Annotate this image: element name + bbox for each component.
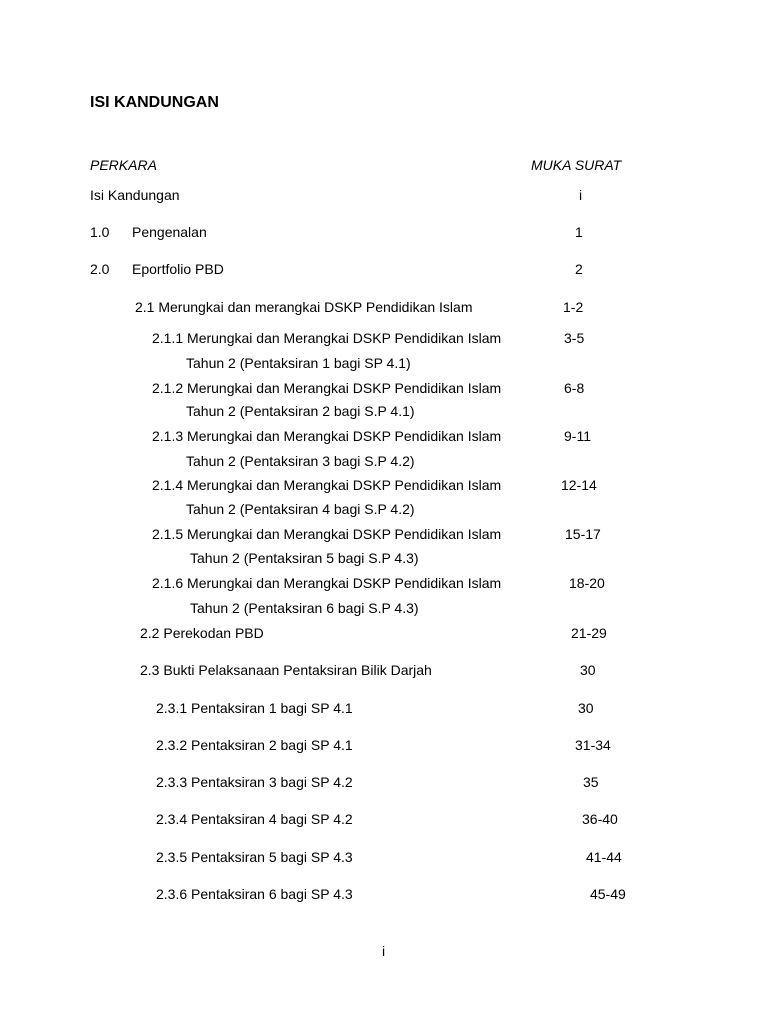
- toc-entry-page: 3-5: [564, 330, 585, 346]
- toc-entry-label: 2.1.1 Merungkai dan Merangkai DSKP Pendidikan Islam: [152, 330, 502, 346]
- toc-entry-label: 2.1.6 Merungkai dan Merangkai DSKP Pendidikan Islam: [152, 575, 502, 591]
- toc-entry-label: 2.3.1 Pentaksiran 1 bagi SP 4.1: [156, 700, 353, 716]
- toc-entry-page: 15-17: [565, 526, 601, 542]
- toc-entry-label: 2.3.5 Pentaksiran 5 bagi SP 4.3: [156, 849, 353, 865]
- toc-entry-page: 30: [580, 662, 596, 678]
- toc-entry-page: 35: [583, 774, 599, 790]
- toc-entry-page: i: [579, 187, 583, 203]
- toc-entry-label: Pengenalan: [132, 224, 207, 240]
- toc-entry-page: 6-8: [564, 380, 585, 396]
- toc-entry-continuation: Tahun 2 (Pentaksiran 3 bagi S.P 4.2): [186, 453, 415, 469]
- toc-entry-label: 2.2 Perekodan PBD: [140, 625, 264, 641]
- toc-entry-page: 18-20: [569, 575, 605, 591]
- toc-entry-continuation: Tahun 2 (Pentaksiran 1 bagi SP 4.1): [186, 355, 411, 371]
- toc-entry-label: 2.3.3 Pentaksiran 3 bagi SP 4.2: [156, 774, 353, 790]
- toc-entry-label: 2.3.6 Pentaksiran 6 bagi SP 4.3: [156, 886, 353, 902]
- header-muka-surat: MUKA SURAT: [531, 157, 622, 173]
- toc-entry-continuation: Tahun 2 (Pentaksiran 5 bagi S.P 4.3): [190, 550, 419, 566]
- toc-entry-page: 21-29: [571, 625, 607, 641]
- toc-entry-page: 31-34: [575, 737, 611, 753]
- toc-entry-page: 36-40: [582, 811, 618, 827]
- toc-entry-continuation: Tahun 2 (Pentaksiran 6 bagi S.P 4.3): [190, 600, 419, 616]
- toc-entry-page: 12-14: [561, 477, 597, 493]
- toc-entry-label: 2.1.4 Merungkai dan Merangkai DSKP Pendidikan Islam: [152, 477, 502, 493]
- toc-entry-page: 2: [575, 261, 583, 277]
- header-perkara: PERKARA: [90, 157, 157, 173]
- toc-entry-label: Isi Kandungan: [90, 187, 180, 203]
- toc-entry-label: 2.1.3 Merungkai dan Merangkai DSKP Pendidikan Islam: [152, 428, 502, 444]
- toc-entry-number: 2.0: [90, 261, 110, 277]
- toc-entry-label: Eportfolio PBD: [132, 261, 224, 277]
- toc-entry-page: 41-44: [586, 849, 622, 865]
- footer-page-number: i: [382, 943, 386, 959]
- toc-entry-page: 30: [578, 700, 594, 716]
- toc-entry-page: 1-2: [563, 299, 584, 315]
- toc-entry-label: 2.3.4 Pentaksiran 4 bagi SP 4.2: [156, 811, 353, 827]
- toc-entry-label: 2.1.2 Merungkai dan Merangkai DSKP Pendidikan Islam: [152, 380, 502, 396]
- toc-entry-label: 2.3 Bukti Pelaksanaan Pentaksiran Bilik Darjah: [140, 662, 432, 678]
- page-title: ISI KANDUNGAN: [90, 94, 219, 111]
- toc-entry-continuation: Tahun 2 (Pentaksiran 2 bagi S.P 4.1): [186, 403, 415, 419]
- toc-entry-page: 9-11: [564, 428, 591, 444]
- toc-entry-number: 1.0: [90, 224, 110, 240]
- toc-entry-page: 45-49: [590, 886, 626, 902]
- toc-entry-label: 2.1 Merungkai dan merangkai DSKP Pendidikan Islam: [135, 299, 473, 315]
- toc-entry-page: 1: [575, 224, 583, 240]
- toc-entry-label: 2.3.2 Pentaksiran 2 bagi SP 4.1: [156, 737, 353, 753]
- toc-entry-continuation: Tahun 2 (Pentaksiran 4 bagi S.P 4.2): [186, 501, 415, 517]
- toc-entry-label: 2.1.5 Merungkai dan Merangkai DSKP Pendidikan Islam: [152, 526, 502, 542]
